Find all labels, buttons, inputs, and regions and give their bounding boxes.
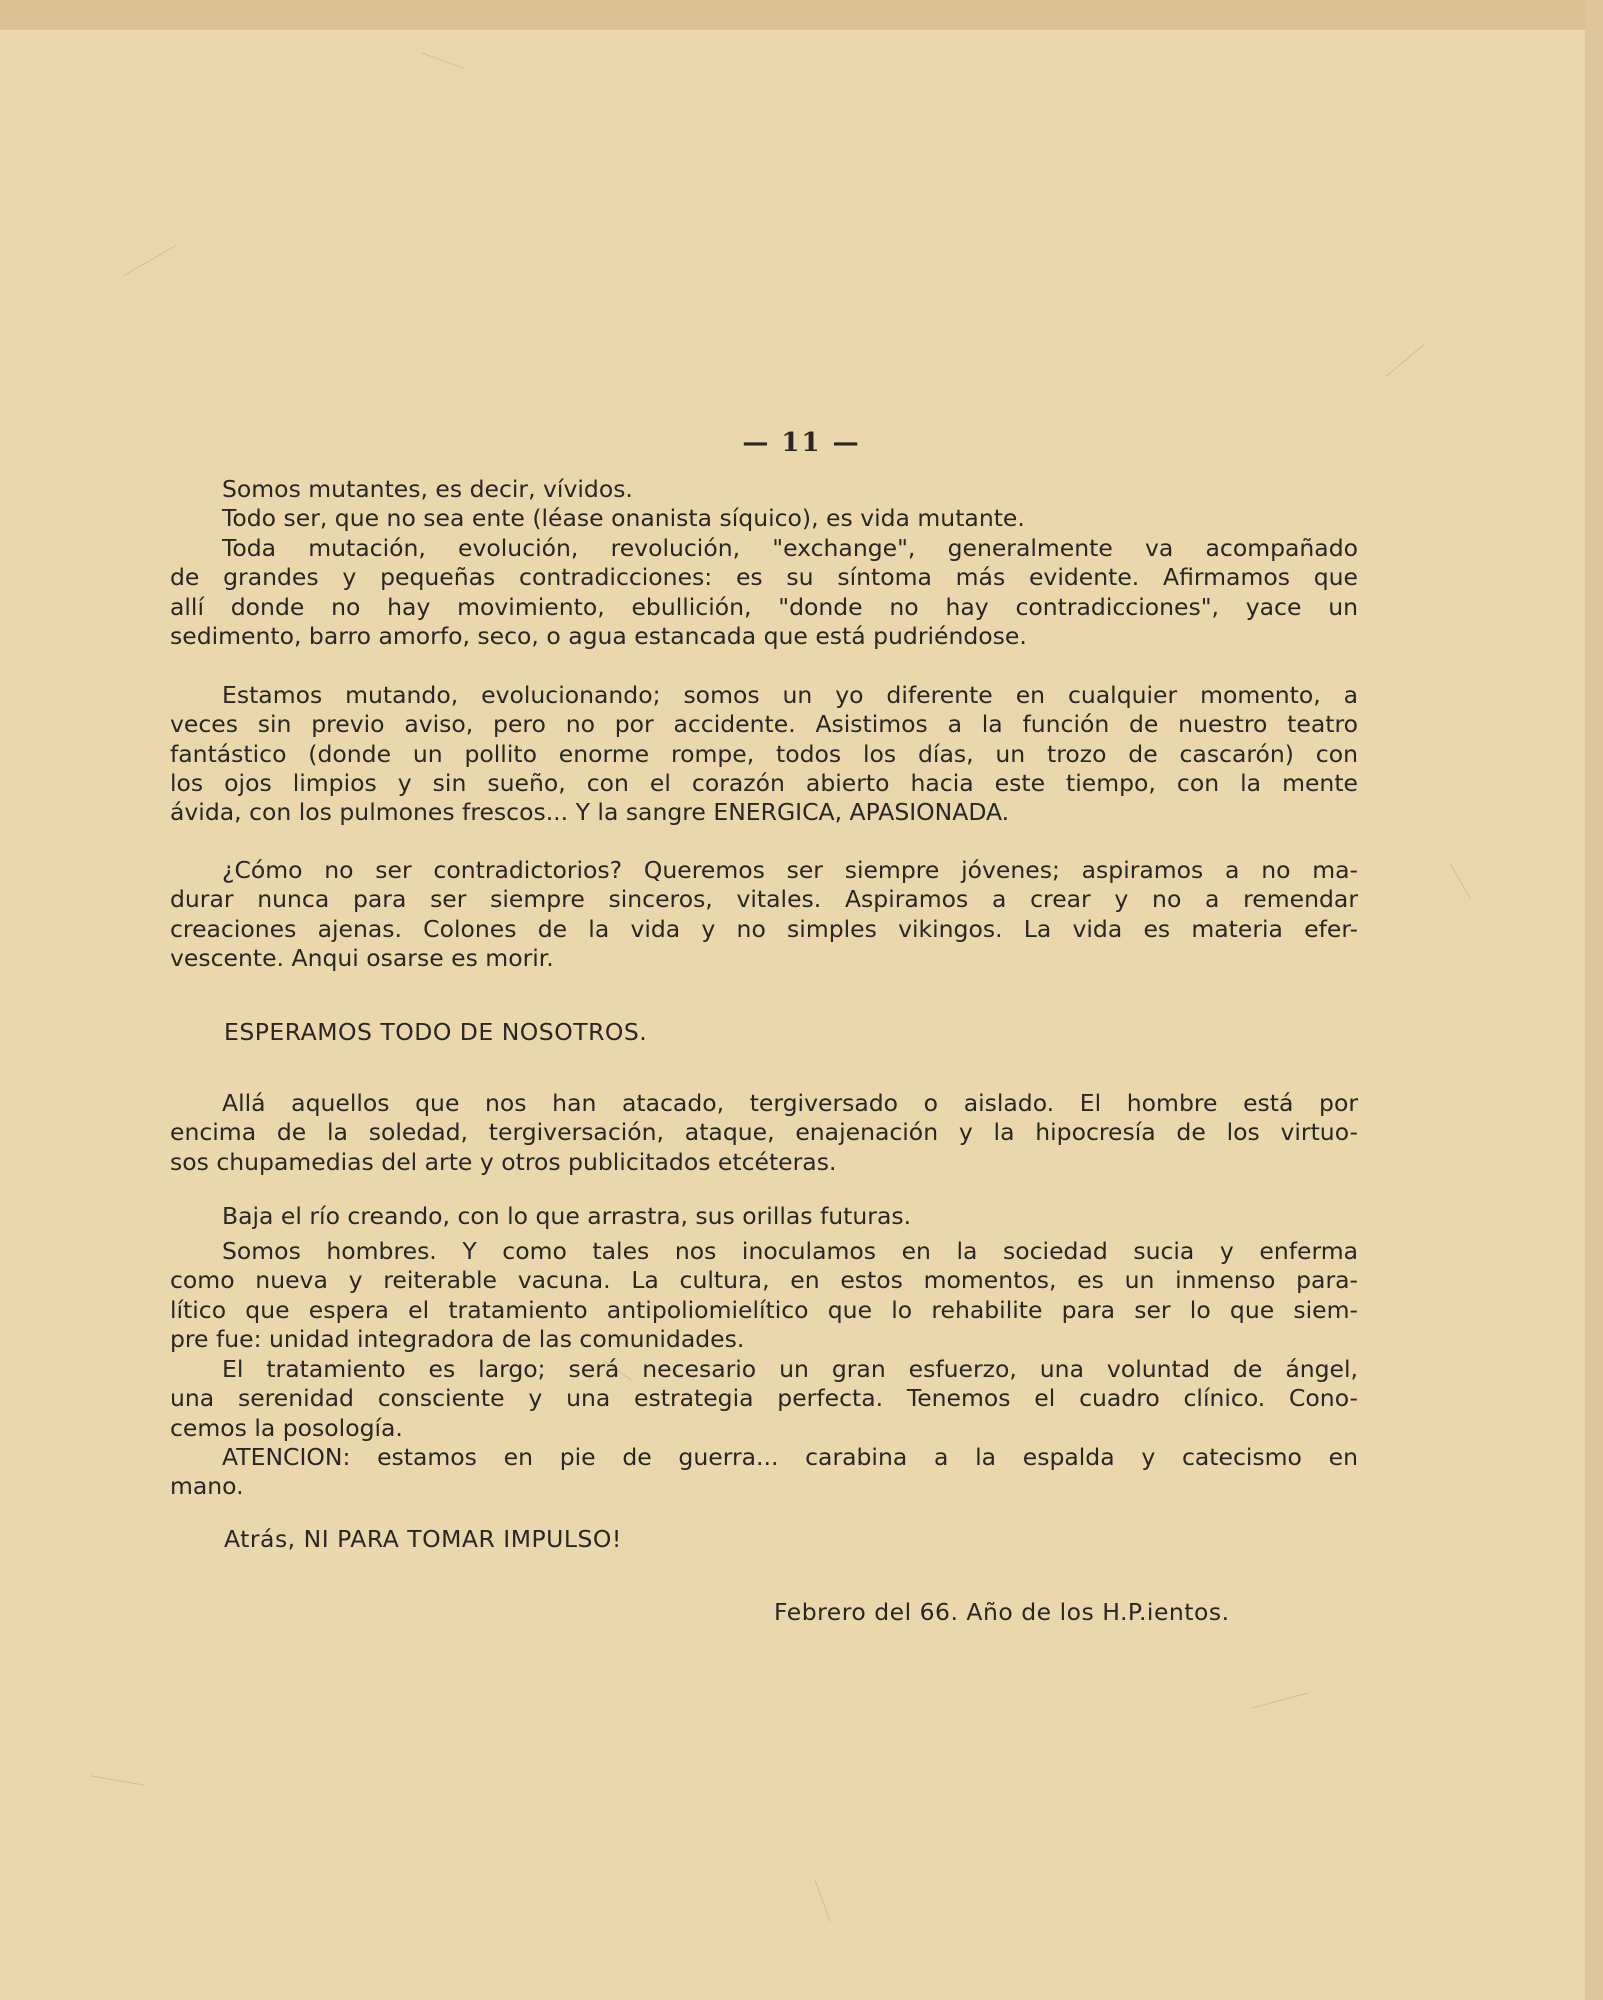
text-line: Somos hombres. Y como tales nos inoculamos en la sociedad sucia y enferma bbox=[222, 1237, 1358, 1265]
paragraph-6 bbox=[170, 1089, 1358, 1177]
paragraph-9 bbox=[170, 1355, 1358, 1443]
paragraph-8 bbox=[170, 1237, 1358, 1354]
paragraph-4 bbox=[170, 681, 1358, 827]
paragraph-10 bbox=[170, 1443, 1358, 1502]
text-line: sedimento, barro amorfo, seco, o agua estancada que está pudriéndose. bbox=[170, 621, 1027, 650]
paragraph-1 bbox=[170, 475, 1358, 504]
paper-fiber bbox=[1450, 863, 1471, 898]
text-line: Baja el río creando, con lo que arrastra, sus orillas futuras. bbox=[222, 1202, 912, 1230]
text-line: Somos mutantes, es decir, vívidos. bbox=[222, 475, 633, 503]
text-line: ATENCION: estamos en pie de guerra... carabina a la espalda y catecismo en bbox=[222, 1443, 1358, 1471]
text-line: encima de la soledad, tergiversación, ataque, enajenación y la hipocresía de los virtuo- bbox=[170, 1118, 1358, 1147]
text-line: creaciones ajenas. Colones de la vida y no simples vikingos. La vida es materia efer- bbox=[170, 914, 1358, 943]
paper-fiber bbox=[1251, 1692, 1309, 1708]
text-line: sos chupamedias del arte y otros publicitados etcéteras. bbox=[170, 1147, 837, 1176]
closing-line: Atrás, NI PARA TOMAR IMPULSO! bbox=[224, 1525, 622, 1553]
page-number: — 11 — bbox=[742, 428, 861, 458]
text-line: fantástico (donde un pollito enorme rompe, todos los días, un trozo de cascarón) con bbox=[170, 739, 1358, 768]
signature-date: Febrero del 66. Año de los H.P.ientos. bbox=[774, 1598, 1230, 1626]
paragraph-7 bbox=[170, 1202, 1358, 1231]
paper-fiber bbox=[814, 1879, 830, 1922]
text-line: una serenidad consciente y una estrategia perfecta. Tenemos el cuadro clínico. Cono- bbox=[170, 1384, 1358, 1413]
paper-fiber bbox=[1386, 344, 1425, 377]
text-line: durar nunca para ser siempre sinceros, vitales. Aspiramos a crear y no a remendar bbox=[170, 885, 1358, 914]
text-line: vescente. Anqui osarse es morir. bbox=[170, 943, 554, 972]
text-line: cemos la posología. bbox=[170, 1413, 403, 1442]
text-line: lítico que espera el tratamiento antipoliomielítico que lo rehabilite para ser lo que siem- bbox=[170, 1295, 1358, 1324]
text-line: los ojos limpios y sin sueño, con el corazón abierto hacia este tiempo, con la mente bbox=[170, 768, 1358, 797]
text-line: Todo ser, que no sea ente (léase onanista síquico), es vida mutante. bbox=[222, 504, 1025, 532]
paper-right-shadow bbox=[1585, 0, 1603, 2000]
text-line: allí donde no hay movimiento, ebullición, "donde no hay contradicciones", yace un bbox=[170, 592, 1358, 621]
text-line: Toda mutación, evolución, revolución, "exchange", generalmente va acompañado bbox=[222, 534, 1358, 562]
text-line: El tratamiento es largo; será necesario un gran esfuerzo, una voluntad de ángel, bbox=[222, 1355, 1358, 1383]
text-line: de grandes y pequeñas contradicciones: es su síntoma más evidente. Afirmamos que bbox=[170, 563, 1358, 592]
text-line: como nueva y reiterable vacuna. La cultura, en estos momentos, es un inmenso para- bbox=[170, 1266, 1358, 1295]
paragraph-5 bbox=[170, 856, 1358, 973]
paragraph-2 bbox=[170, 504, 1358, 533]
text-line: veces sin previo aviso, pero no por accidente. Asistimos a la función de nuestro teatro bbox=[170, 710, 1358, 739]
paper-fiber bbox=[90, 1775, 144, 1786]
text-line: ávida, con los pulmones frescos... Y la sangre ENERGICA, APASIONADA. bbox=[170, 798, 1010, 827]
text-line: ¿Cómo no ser contradictorios? Queremos ser siempre jóvenes; aspiramos a no ma- bbox=[222, 856, 1358, 884]
paper-top-shadow bbox=[0, 0, 1603, 30]
text-line: mano. bbox=[170, 1472, 244, 1501]
text-line: Estamos mutando, evolucionando; somos un yo diferente en cualquier momento, a bbox=[222, 681, 1358, 709]
section-heading: ESPERAMOS TODO DE NOSOTROS. bbox=[224, 1018, 648, 1046]
text-line: pre fue: unidad integradora de las comunidades. bbox=[170, 1324, 745, 1353]
paper-fiber bbox=[421, 52, 464, 68]
paragraph-3 bbox=[170, 534, 1358, 651]
text-line: Allá aquellos que nos han atacado, tergiversado o aislado. El hombre está por bbox=[222, 1089, 1358, 1117]
paper-fiber bbox=[124, 245, 176, 276]
